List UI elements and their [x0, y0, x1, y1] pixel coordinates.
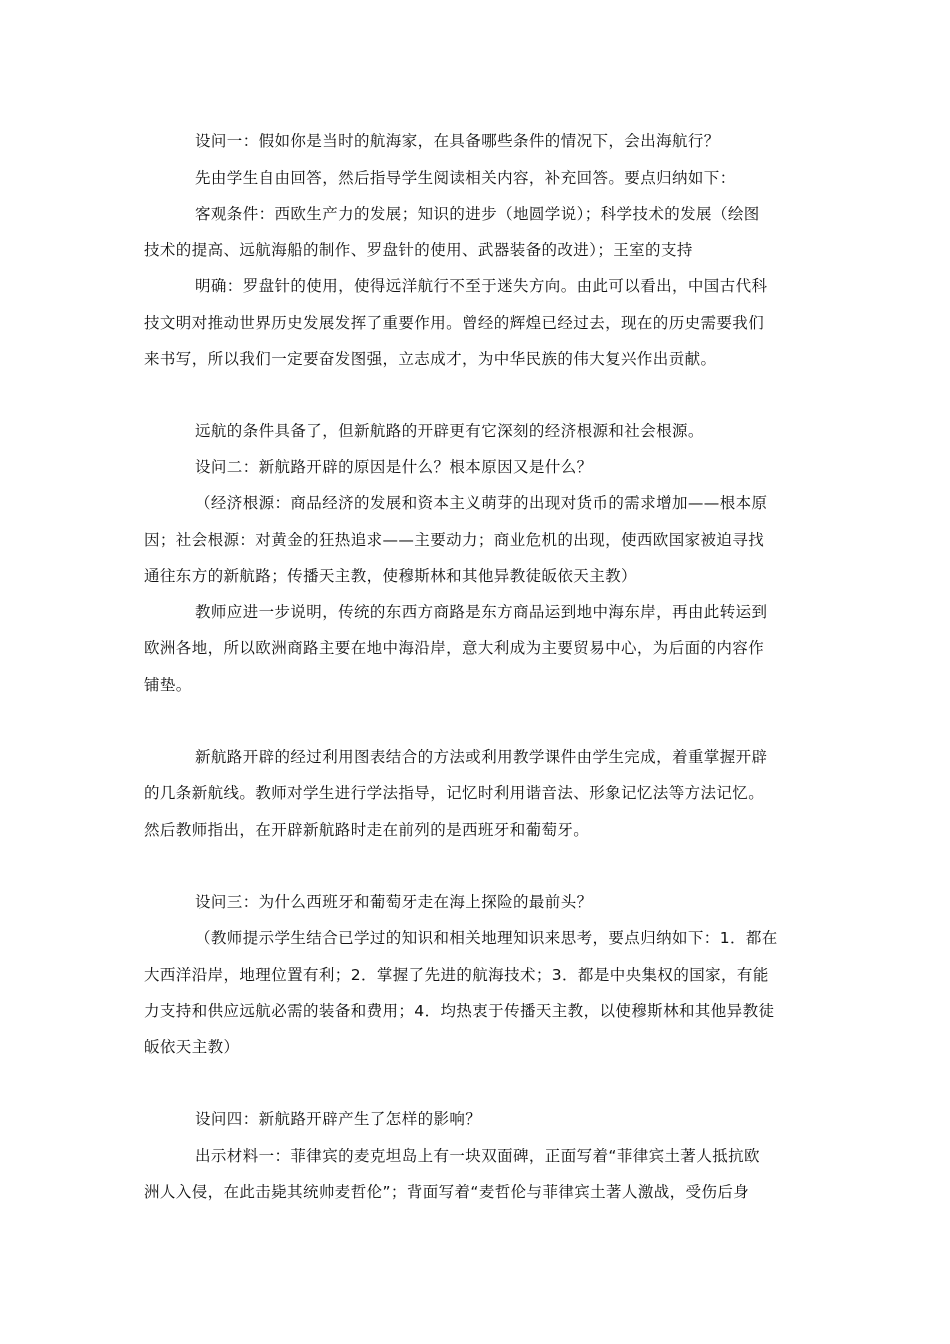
text-line: 明确：罗盘针的使用，使得远洋航行不至于迷失方向。由此可以看出，中国古代科	[195, 277, 768, 295]
text-line: 技文明对推动世界历史发展发挥了重要作用。曾经的辉煌已经过去，现在的历史需要我们	[144, 314, 765, 332]
text-line: 通往东方的新航路；传播天主教，使穆斯林和其他异教徒皈依天主教）	[144, 567, 637, 585]
text-line: 出示材料一：菲律宾的麦克坦岛上有一块双面碑，正面写着“菲律宾土著人抵抗欧	[195, 1147, 760, 1165]
text-line: 客观条件：西欧生产力的发展；知识的进步（地圆学说）；科学技术的发展（绘图	[195, 205, 760, 223]
text-line: （经济根源：商品经济的发展和资本主义萌芽的出现对货币的需求增加——根本原	[195, 494, 768, 512]
text-line: 设问二：新航路开辟的原因是什么？根本原因又是什么？	[195, 458, 593, 476]
text-line: 的几条新航线。教师对学生进行学法指导，记忆时利用谐音法、形象记忆法等方法记忆。	[144, 784, 765, 802]
text-line: 皈依天主教）	[144, 1038, 240, 1056]
text-line: 新航路开辟的经过利用图表结合的方法或利用教学课件由学生完成，着重掌握开辟	[195, 748, 768, 766]
text-line: 设问三：为什么西班牙和葡萄牙走在海上探险的最前头？	[195, 893, 593, 911]
text-line: 设问一：假如你是当时的航海家，在具备哪些条件的情况下，会出海航行？	[195, 132, 720, 150]
text-line: （教师提示学生结合已学过的知识和相关地理知识来思考，要点归纳如下：1．都在	[195, 929, 778, 947]
text-line: 教师应进一步说明，传统的东西方商路是东方商品运到地中海东岸，再由此转运到	[195, 603, 768, 621]
text-line: 力支持和供应远航必需的装备和费用；4．均热衷于传播天主教，以使穆斯林和其他异教徒	[144, 1002, 775, 1020]
text-line: 技术的提高、远航海船的制作、罗盘针的使用、武器装备的改进）；王室的支持	[144, 241, 693, 259]
text-line: 然后教师指出，在开辟新航路时走在前列的是西班牙和葡萄牙。	[144, 821, 590, 839]
text-line: 来书写，所以我们一定要奋发图强，立志成才，为中华民族的伟大复兴作出贡献。	[144, 350, 717, 368]
text-line: 因；社会根源：对黄金的狂热追求——主要动力；商业危机的出现，使西欧国家被迫寻找	[144, 531, 765, 549]
text-line: 铺垫。	[144, 676, 192, 694]
text-line: 洲人入侵，在此击毙其统帅麦哲伦”；背面写着“麦哲伦与菲律宾土著人激战，受伤后身	[144, 1183, 750, 1201]
text-line: 设问四：新航路开辟产生了怎样的影响？	[195, 1110, 482, 1128]
text-line: 先由学生自由回答，然后指导学生阅读相关内容，补充回答。要点归纳如下：	[195, 169, 736, 187]
text-line: 大西洋沿岸，地理位置有利；2．掌握了先进的航海技术；3．都是中央集权的国家，有能	[144, 966, 769, 984]
text-line: 欧洲各地，所以欧洲商路主要在地中海沿岸，意大利成为主要贸易中心，为后面的内容作	[144, 639, 765, 657]
text-line: 远航的条件具备了，但新航路的开辟更有它深刻的经济根源和社会根源。	[195, 422, 704, 440]
